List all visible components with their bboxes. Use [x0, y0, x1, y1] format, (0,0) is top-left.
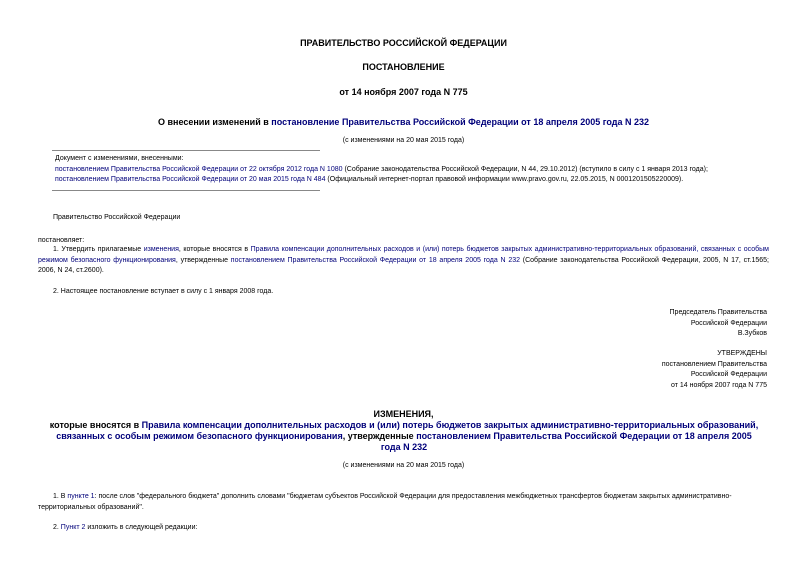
org-title: ПРАВИТЕЛЬСТВО РОССИЙСКОЙ ФЕДЕРАЦИИ: [300, 38, 507, 48]
edition-note: (с изменениями на 20 мая 2015 года): [342, 137, 465, 144]
changes-box: [55, 154, 775, 186]
changes-heading: ИЗМЕНЕНИЯ,: [373, 409, 434, 419]
amendment-link-484[interactable]: постановлением Правительства Российской Федерации от 20 мая 2015 года N 484: [55, 176, 326, 183]
changes-rules-link[interactable]: Правила компенсации дополнительных расходов и (или) потерь бюджетов закрытых административно-территориальных образований, связанных с особым режимом безопасного функционирования: [56, 420, 759, 441]
signature-name: В.Зубков: [737, 330, 767, 337]
approved-line-4: от 14 ноября 2007 года N 775: [671, 381, 767, 389]
changes-resolution-link[interactable]: постановлением Правительства Российской Федерации от 18 апреля 2005 года N 232: [380, 431, 752, 452]
approved-block: [527, 349, 767, 391]
change-item-2: 2. Пункт 2 изложить в следующей редакции:: [53, 524, 198, 531]
change-item-1: 1. В пункте 1: после слов "федерального бюджета" дополнить словами "бюджетам субъектов Российской Федерации для предоставления межбюджетных трансфертов бюджетам закрытых административно-территориальных образований".: [38, 493, 732, 511]
divider-top: [52, 150, 320, 151]
signature-block: [527, 308, 767, 340]
doc-title-link[interactable]: постановление Правительства Российской Федерации от 18 апреля 2005 года N 232: [271, 117, 650, 127]
resolution-232-link[interactable]: постановлением Правительства Российской Федерации от 18 апреля 2005 года N 232: [230, 256, 521, 264]
divider-bottom: [52, 190, 320, 191]
changes-subtitle: которые вносятся в Правила компенсации дополнительных расходов и (или) потерь бюджетов закрытых административно-территориальных образований, связанных с особым режимом безопасного функционирования, утвержденные постановлением Правительства Российской Федерации от 18 апреля 2005 года N 232: [49, 420, 759, 452]
signature-line-1: Председатель Правительства: [669, 309, 767, 316]
changes-box-heading: Документ с изменениями, внесенными:: [55, 155, 184, 162]
approved-line-3: Российской Федерации: [690, 371, 767, 378]
changes-edition-note: (с изменениями на 20 мая 2015 года): [342, 462, 465, 469]
clause-1-link[interactable]: пункте 1: [67, 493, 95, 500]
doc-title: [0, 117, 807, 127]
amendment-source-1080: (Собрание законодательства Российской Федерации, N 44, 29.10.2012) (вступило в силу с 1 января 2013 года);: [342, 165, 708, 173]
decides-label: постановляет:: [38, 237, 85, 244]
government-label: Правительство Российской Федерации: [53, 214, 181, 221]
approved-line-2: постановлением Правительства: [661, 360, 767, 368]
amendment-link-1080[interactable]: постановлением Правительства Российской Федерации от 22 октября 2012 года N 1080: [55, 165, 343, 173]
changes-box-item: [55, 175, 775, 186]
doc-title-prefix: О внесении изменений в: [157, 117, 272, 127]
paragraph-1: 1. Утвердить прилагаемые изменения, которые вносятся в Правила компенсации дополнительных расходов и (или) потерь бюджетов закрытых административно-территориальных образований, связанных с особым режимом безопасного функционирования, утвержденные постановлением Правительства Российской Федерации от 18 апреля 2005 года N 232 (Собрание законодательства Российской Федерации, 2005, N 17, ст.1565; 2006, N 24, ст.2600).: [38, 246, 769, 274]
signature-line-2: Российской Федерации: [690, 319, 767, 327]
changes-link[interactable]: изменения: [143, 246, 179, 253]
approved-line-1: УТВЕРЖДЕНЫ: [717, 350, 767, 357]
changes-box-item: [55, 165, 775, 176]
rules-link[interactable]: Правила компенсации дополнительных расходов и (или) потерь бюджетов закрытых административно-территориальных образований, связанных с особым режимом безопасного функционирования: [38, 246, 769, 264]
doc-type: ПОСТАНОВЛЕНИЕ: [362, 62, 445, 72]
paragraph-2: 2. Настоящее постановление вступает в силу с 1 января 2008 года.: [53, 288, 274, 295]
clause-2-link[interactable]: Пункт 2: [60, 524, 86, 531]
doc-date: от 14 ноября 2007 года N 775: [339, 87, 468, 97]
amendment-source-484: (Официальный интернет-портал правовой информации www.pravo.gov.ru, 22.05.2015, N 0001201505220009).: [325, 176, 684, 183]
